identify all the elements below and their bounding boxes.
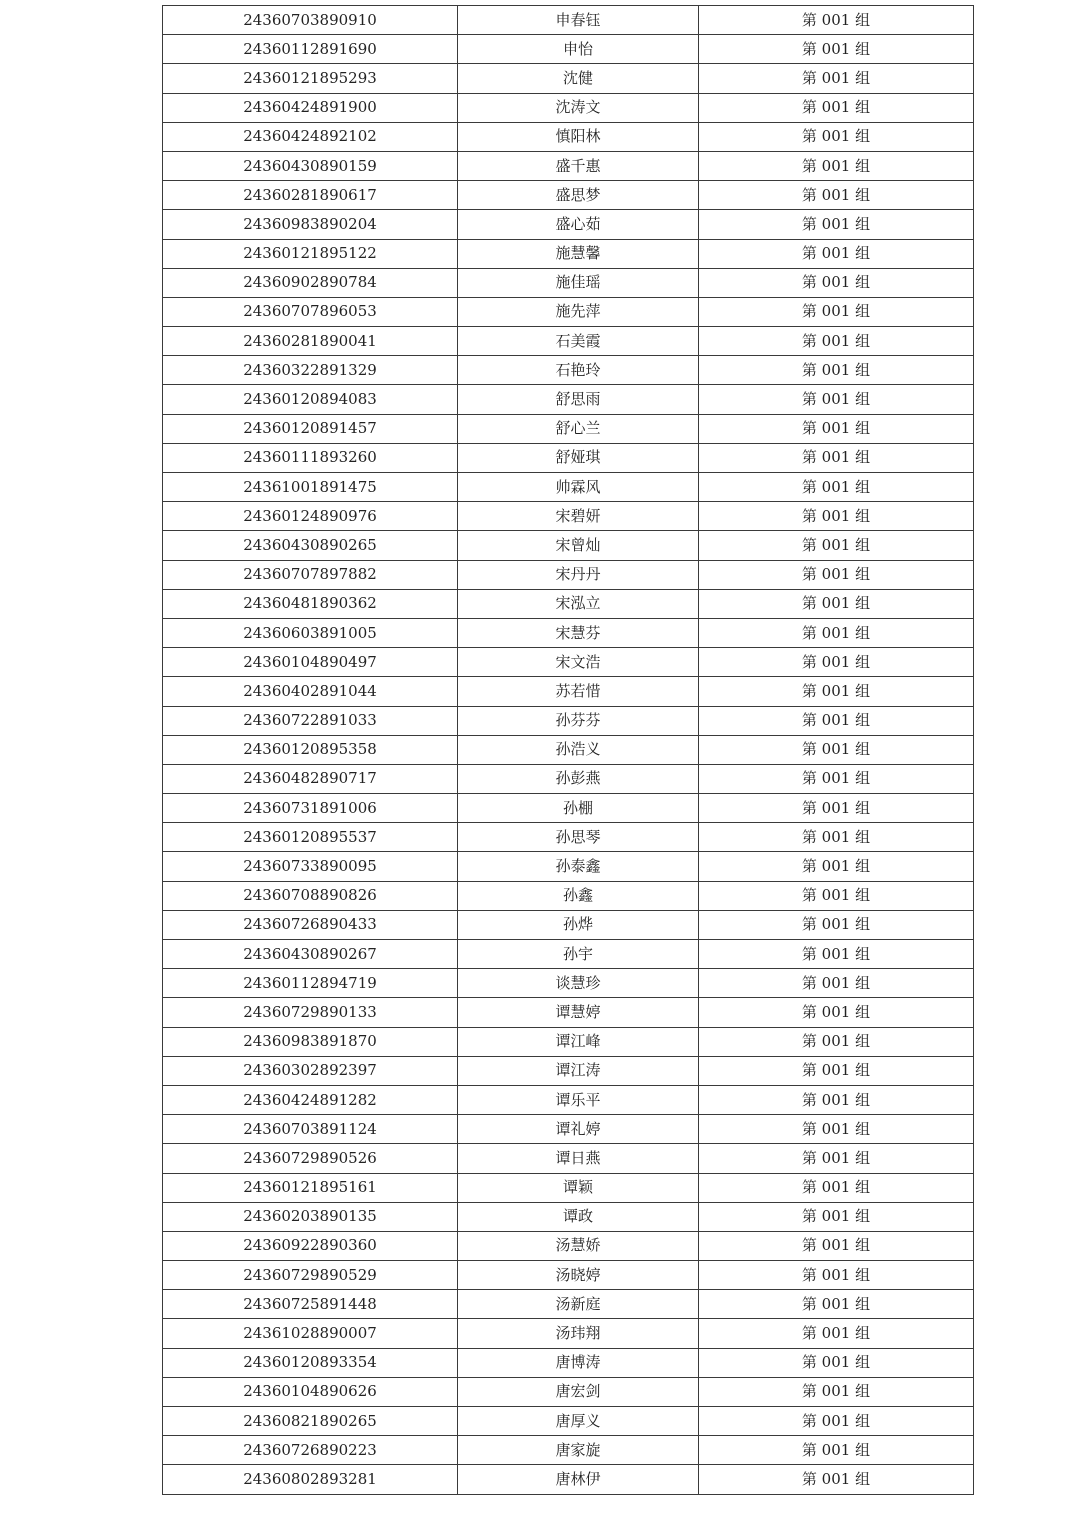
candidate-name-cell: 沈健 [458,64,699,93]
group-cell: 第 001 组 [699,181,974,210]
group-cell: 第 001 组 [699,1085,974,1114]
exam-number-cell: 24360729890133 [163,998,458,1027]
group-cell: 第 001 组 [699,852,974,881]
group-cell: 第 001 组 [699,1465,974,1494]
candidate-name-cell: 孙鑫 [458,881,699,910]
group-cell: 第 001 组 [699,239,974,268]
table-row [163,531,974,560]
exam-number-cell: 24360430890265 [163,531,458,560]
group-cell: 第 001 组 [699,1261,974,1290]
candidate-name-cell: 谈慧珍 [458,969,699,998]
table-row [163,1261,974,1290]
group-cell: 第 001 组 [699,327,974,356]
table-row [163,385,974,414]
candidate-name-cell: 舒娅琪 [458,443,699,472]
table-row [163,1377,974,1406]
exam-number-cell: 24360120894083 [163,385,458,414]
table-row [163,1290,974,1319]
table-row [163,852,974,881]
group-cell: 第 001 组 [699,1348,974,1377]
candidate-name-cell: 谭乐平 [458,1085,699,1114]
exam-number-cell: 24360120895537 [163,823,458,852]
candidate-table-body [163,6,974,1495]
group-cell: 第 001 组 [699,1319,974,1348]
group-cell: 第 001 组 [699,1436,974,1465]
table-row [163,1407,974,1436]
group-cell: 第 001 组 [699,297,974,326]
exam-number-cell: 24361028890007 [163,1319,458,1348]
candidate-name-cell: 沈涛文 [458,93,699,122]
exam-number-cell: 24360120891457 [163,414,458,443]
exam-number-cell: 24360121895293 [163,64,458,93]
group-cell: 第 001 组 [699,706,974,735]
exam-number-cell: 24361001891475 [163,473,458,502]
group-cell: 第 001 组 [699,998,974,1027]
exam-number-cell: 24360482890717 [163,764,458,793]
exam-number-cell: 24360726890433 [163,910,458,939]
group-cell: 第 001 组 [699,648,974,677]
table-row [163,764,974,793]
exam-number-cell: 24360722891033 [163,706,458,735]
table-row [163,210,974,239]
table-row [163,1319,974,1348]
group-cell: 第 001 组 [699,764,974,793]
table-row [163,823,974,852]
exam-number-cell: 24360121895161 [163,1173,458,1202]
group-cell: 第 001 组 [699,356,974,385]
exam-number-cell: 24360703891124 [163,1115,458,1144]
candidate-name-cell: 盛思梦 [458,181,699,210]
exam-number-cell: 24360707897882 [163,560,458,589]
table-row [163,706,974,735]
candidate-name-cell: 宋泓立 [458,589,699,618]
group-cell: 第 001 组 [699,1231,974,1260]
exam-number-cell: 24360703890910 [163,6,458,35]
candidate-name-cell: 施佳瑶 [458,268,699,297]
exam-number-cell: 24360603891005 [163,618,458,647]
group-cell: 第 001 组 [699,151,974,180]
candidate-name-cell: 孙彭燕 [458,764,699,793]
table-row [163,268,974,297]
exam-number-cell: 24360111893260 [163,443,458,472]
group-cell: 第 001 组 [699,6,974,35]
table-row [163,881,974,910]
group-cell: 第 001 组 [699,794,974,823]
exam-number-cell: 24360802893281 [163,1465,458,1494]
exam-number-cell: 24360731891006 [163,794,458,823]
group-cell: 第 001 组 [699,910,974,939]
exam-number-cell: 24360112894719 [163,969,458,998]
exam-number-cell: 24360983890204 [163,210,458,239]
table-row [163,1202,974,1231]
candidate-name-cell: 石艳玲 [458,356,699,385]
table-row [163,6,974,35]
group-cell: 第 001 组 [699,414,974,443]
table-row [163,677,974,706]
candidate-name-cell: 孙思琴 [458,823,699,852]
group-cell: 第 001 组 [699,823,974,852]
group-cell: 第 001 组 [699,1027,974,1056]
candidate-name-cell: 唐家旋 [458,1436,699,1465]
group-cell: 第 001 组 [699,735,974,764]
candidate-name-cell: 宋曾灿 [458,531,699,560]
table-row [163,794,974,823]
candidate-name-cell: 宋慧芬 [458,618,699,647]
group-cell: 第 001 组 [699,1144,974,1173]
exam-number-cell: 24360729890526 [163,1144,458,1173]
candidate-name-cell: 唐厚义 [458,1407,699,1436]
exam-number-cell: 24360733890095 [163,852,458,881]
candidate-name-cell: 施慧馨 [458,239,699,268]
group-cell: 第 001 组 [699,1407,974,1436]
table-row [163,473,974,502]
table-row [163,297,974,326]
table-row [163,327,974,356]
candidate-name-cell: 汤新庭 [458,1290,699,1319]
candidate-table [162,5,974,1495]
table-row [163,648,974,677]
exam-number-cell: 24360302892397 [163,1056,458,1085]
table-row [163,181,974,210]
exam-number-cell: 24360424892102 [163,122,458,151]
candidate-name-cell: 汤慧娇 [458,1231,699,1260]
exam-number-cell: 24360124890976 [163,502,458,531]
table-row [163,414,974,443]
group-cell: 第 001 组 [699,560,974,589]
exam-number-cell: 24360120895358 [163,735,458,764]
exam-number-cell: 24360112891690 [163,35,458,64]
candidate-name-cell: 施先萍 [458,297,699,326]
group-cell: 第 001 组 [699,969,974,998]
candidate-name-cell: 孙宇 [458,940,699,969]
exam-number-cell: 24360120893354 [163,1348,458,1377]
exam-number-cell: 24360203890135 [163,1202,458,1231]
exam-number-cell: 24360725891448 [163,1290,458,1319]
table-row [163,443,974,472]
table-row [163,589,974,618]
candidate-name-cell: 苏若惜 [458,677,699,706]
table-row [163,969,974,998]
exam-number-cell: 24360902890784 [163,268,458,297]
exam-number-cell: 24360281890041 [163,327,458,356]
candidate-name-cell: 唐博涛 [458,1348,699,1377]
table-row [163,1348,974,1377]
table-row [163,1027,974,1056]
candidate-name-cell: 谭江峰 [458,1027,699,1056]
group-cell: 第 001 组 [699,1173,974,1202]
group-cell: 第 001 组 [699,1115,974,1144]
candidate-name-cell: 唐宏剑 [458,1377,699,1406]
candidate-name-cell: 谭政 [458,1202,699,1231]
group-cell: 第 001 组 [699,443,974,472]
table-row [163,910,974,939]
candidate-name-cell: 盛心茹 [458,210,699,239]
group-cell: 第 001 组 [699,385,974,414]
exam-number-cell: 24360821890265 [163,1407,458,1436]
candidate-name-cell: 谭礼婷 [458,1115,699,1144]
candidate-name-cell: 谭日燕 [458,1144,699,1173]
candidate-name-cell: 汤晓婷 [458,1261,699,1290]
table-row [163,998,974,1027]
exam-number-cell: 24360121895122 [163,239,458,268]
group-cell: 第 001 组 [699,1377,974,1406]
table-row [163,239,974,268]
candidate-name-cell: 申春钰 [458,6,699,35]
exam-number-cell: 24360922890360 [163,1231,458,1260]
table-row [163,1085,974,1114]
candidate-name-cell: 谭颖 [458,1173,699,1202]
exam-number-cell: 24360322891329 [163,356,458,385]
group-cell: 第 001 组 [699,1056,974,1085]
group-cell: 第 001 组 [699,93,974,122]
table-row [163,35,974,64]
candidate-name-cell: 舒心兰 [458,414,699,443]
candidate-name-cell: 宋碧妍 [458,502,699,531]
group-cell: 第 001 组 [699,35,974,64]
table-row [163,1465,974,1494]
exam-number-cell: 24360281890617 [163,181,458,210]
table-row [163,1115,974,1144]
table-row [163,122,974,151]
candidate-name-cell: 谭江涛 [458,1056,699,1085]
exam-number-cell: 24360481890362 [163,589,458,618]
candidate-name-cell: 孙浩义 [458,735,699,764]
candidate-name-cell: 孙棚 [458,794,699,823]
candidate-name-cell: 宋文浩 [458,648,699,677]
candidate-name-cell: 孙芬芬 [458,706,699,735]
candidate-name-cell: 宋丹丹 [458,560,699,589]
table-row [163,502,974,531]
group-cell: 第 001 组 [699,122,974,151]
exam-number-cell: 24360729890529 [163,1261,458,1290]
group-cell: 第 001 组 [699,64,974,93]
table-row [163,1056,974,1085]
candidate-name-cell: 申怡 [458,35,699,64]
candidate-name-cell: 帅霖风 [458,473,699,502]
table-row [163,356,974,385]
exam-number-cell: 24360708890826 [163,881,458,910]
group-cell: 第 001 组 [699,210,974,239]
table-row [163,1173,974,1202]
group-cell: 第 001 组 [699,473,974,502]
candidate-name-cell: 谭慧婷 [458,998,699,1027]
candidate-name-cell: 孙泰鑫 [458,852,699,881]
exam-number-cell: 24360430890159 [163,151,458,180]
table-row [163,93,974,122]
exam-number-cell: 24360707896053 [163,297,458,326]
table-row [163,735,974,764]
table-row [163,151,974,180]
candidate-name-cell: 汤玮翔 [458,1319,699,1348]
exam-number-cell: 24360104890497 [163,648,458,677]
exam-number-cell: 24360424891900 [163,93,458,122]
group-cell: 第 001 组 [699,1202,974,1231]
table-row [163,940,974,969]
exam-number-cell: 24360983891870 [163,1027,458,1056]
candidate-name-cell: 舒思雨 [458,385,699,414]
group-cell: 第 001 组 [699,589,974,618]
candidate-name-cell: 石美霞 [458,327,699,356]
group-cell: 第 001 组 [699,618,974,647]
group-cell: 第 001 组 [699,502,974,531]
exam-number-cell: 24360430890267 [163,940,458,969]
exam-number-cell: 24360402891044 [163,677,458,706]
table-row [163,1231,974,1260]
candidate-name-cell: 孙烨 [458,910,699,939]
candidate-name-cell: 盛千惠 [458,151,699,180]
group-cell: 第 001 组 [699,677,974,706]
group-cell: 第 001 组 [699,268,974,297]
table-row [163,1144,974,1173]
candidate-name-cell: 唐林伊 [458,1465,699,1494]
group-cell: 第 001 组 [699,1290,974,1319]
candidate-name-cell: 慎阳林 [458,122,699,151]
exam-number-cell: 24360726890223 [163,1436,458,1465]
group-cell: 第 001 组 [699,940,974,969]
group-cell: 第 001 组 [699,531,974,560]
table-row [163,64,974,93]
exam-number-cell: 24360424891282 [163,1085,458,1114]
table-row [163,618,974,647]
group-cell: 第 001 组 [699,881,974,910]
table-row [163,560,974,589]
table-row [163,1436,974,1465]
exam-number-cell: 24360104890626 [163,1377,458,1406]
